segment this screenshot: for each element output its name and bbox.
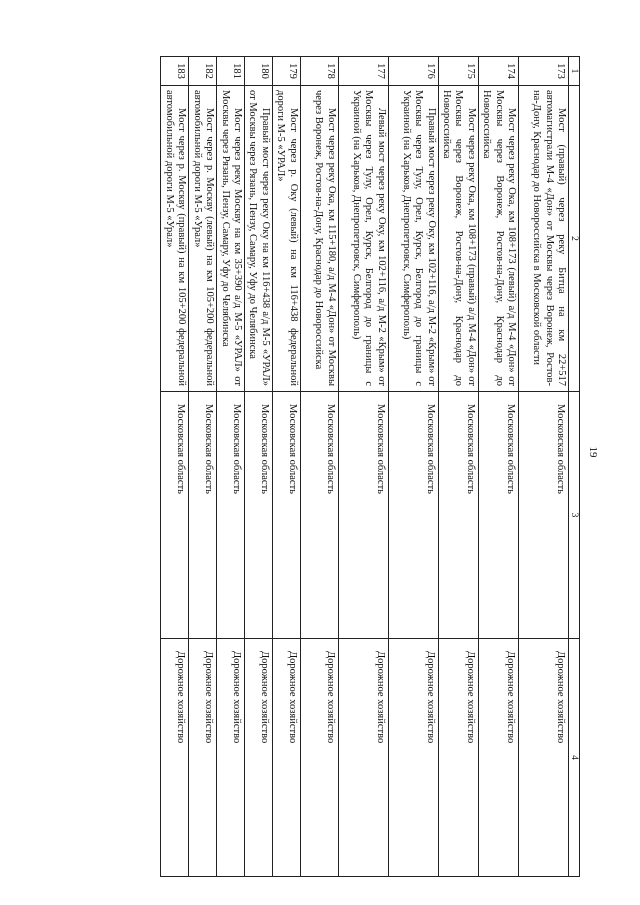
region-cell: Московская область <box>519 392 569 639</box>
row-number: 176 <box>388 57 438 86</box>
table-row <box>438 57 478 877</box>
region-cell: Московская область <box>300 392 338 639</box>
bridge-description: Мост через реку Ока, км 108+173 (правый) а/д М-4 «Дон» от Москвы через Воронеж, Ростов-на-Дону, Краснодар до Новороссийска <box>438 86 478 392</box>
header-col-4: 4 <box>569 639 580 877</box>
region-cell: Московская область <box>161 392 189 639</box>
table-row <box>300 57 338 877</box>
organization-cell: Дорожное хозяйство <box>217 639 245 877</box>
organization-cell: Дорожное хозяйство <box>161 639 189 877</box>
table-body <box>161 57 569 877</box>
table-row <box>388 57 438 877</box>
bridge-description: Левый мост через реку Оку, км 102+116, а/д М-2 «Крым» от Москвы через Тулу, Орел, Курск, Белгород до границы с Украиной (на Харьков, Днепропетровск, Симферополь) <box>338 86 388 392</box>
organization-cell: Дорожное хозяйство <box>519 639 569 877</box>
bridge-description: Мост через р. Оку (левый) на км 116+438 федеральной дороги М-5 «УРАЛ» <box>272 86 300 392</box>
table-row <box>217 57 245 877</box>
table-row <box>244 57 272 877</box>
row-number: 177 <box>338 57 388 86</box>
table-row <box>272 57 300 877</box>
row-number: 174 <box>478 57 518 86</box>
region-cell: Московская область <box>438 392 478 639</box>
organization-cell: Дорожное хозяйство <box>338 639 388 877</box>
region-cell: Московская область <box>189 392 217 639</box>
row-number: 180 <box>244 57 272 86</box>
bridge-description: Мост через р. Москву (правый) на км 105+200 федеральной автомобильной дороги М-5 «Урал» <box>161 86 189 392</box>
row-number: 175 <box>438 57 478 86</box>
table-row <box>478 57 518 877</box>
header-col-1: 1 <box>569 57 580 86</box>
table-row <box>519 57 569 877</box>
region-cell: Московская область <box>338 392 388 639</box>
row-number: 178 <box>300 57 338 86</box>
row-number: 179 <box>272 57 300 86</box>
organization-cell: Дорожное хозяйство <box>478 639 518 877</box>
row-number: 181 <box>217 57 245 86</box>
rotated-table-wrapper <box>77 56 580 876</box>
row-number: 173 <box>519 57 569 86</box>
bridge-description: Правый мост через реку Оку на км 116+438 а/д М-5 «УРАЛ» от Москвы через Рязань, Пензу, Самару, Уфу до Челябинска <box>244 86 272 392</box>
bridge-description: Мост через реку Ока, км 108+173 (левый) а/д М-4 «Дон» от Москвы через Воронеж, Ростов-на-Дону, Краснодар до Новороссийска <box>478 86 518 392</box>
organization-cell: Дорожное хозяйство <box>300 639 338 877</box>
bridge-description: Мост через реку Москву на км 35+390 а/д М-5 «УРАЛ» от Москвы через Рязань, Пензу, Самару, Уфу до Челябинска <box>217 86 245 392</box>
header-col-3: 3 <box>569 392 580 639</box>
row-number: 183 <box>161 57 189 86</box>
region-cell: Московская область <box>217 392 245 639</box>
organization-cell: Дорожное хозяйство <box>244 639 272 877</box>
table-row <box>161 57 189 877</box>
table-row <box>338 57 388 877</box>
organization-cell: Дорожное хозяйство <box>388 639 438 877</box>
table-row <box>189 57 217 877</box>
row-number: 182 <box>189 57 217 86</box>
header-col-2: 2 <box>569 86 580 392</box>
organization-cell: Дорожное хозяйство <box>438 639 478 877</box>
region-cell: Московская область <box>272 392 300 639</box>
organization-cell: Дорожное хозяйство <box>272 639 300 877</box>
bridge-description: Мост через р. Москву (левый) на км 105+200 федеральной автомобильной дороги М-5 «Урал» <box>189 86 217 392</box>
region-cell: Московская область <box>478 392 518 639</box>
bridges-table <box>161 56 581 877</box>
region-cell: Московская область <box>388 392 438 639</box>
page-number: 19 <box>587 446 599 458</box>
bridge-description: Правый мост через реку Оку, км 102+116, а/д М-2 «Крым» от Москвы через Тулу, Орел, Курск, Белгород до границы с Украиной (на Харьков, Днепропетровск, Симферополь) <box>388 86 438 392</box>
bridge-description: Мост (правый) через реку Битца на км 22+517 автомагистрали М-4 «Дон» от Москвы через Воронеж, Ростов-на-Дону, Краснодар до Новороссийска в Московской области <box>519 86 569 392</box>
bridge-description: Мост через реку Ока, км 115+180, а/д М-4 «Дон» от Москвы через Воронеж, Ростов-на-Дону, Краснодар до Новороссийска <box>300 86 338 392</box>
table-header-row <box>569 57 580 877</box>
organization-cell: Дорожное хозяйство <box>189 639 217 877</box>
region-cell: Московская область <box>244 392 272 639</box>
